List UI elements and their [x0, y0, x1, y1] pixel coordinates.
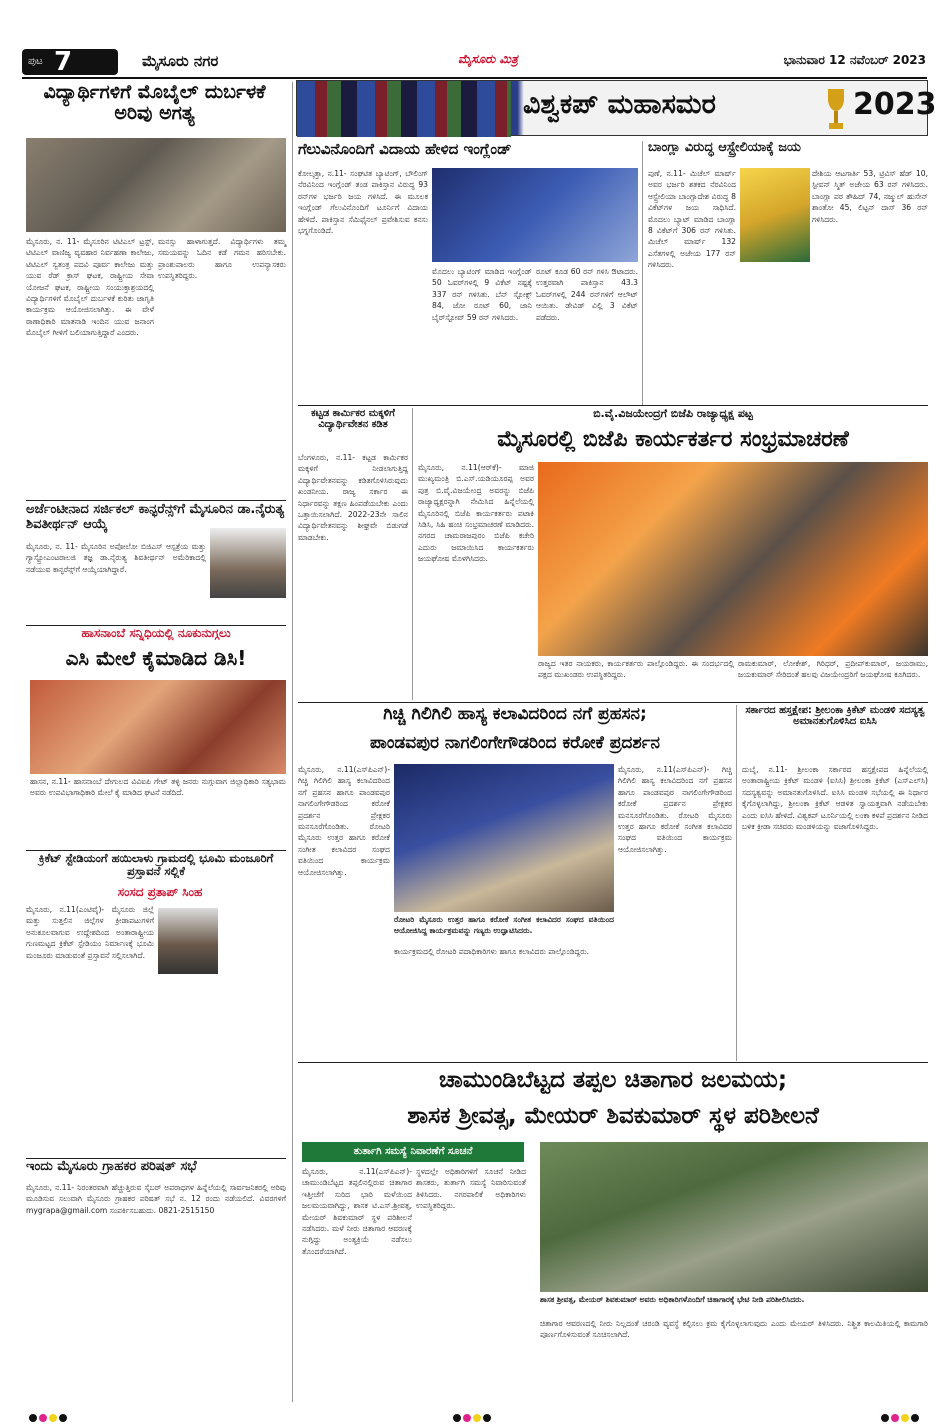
headline-labour: ಕಟ್ಟಡ ಕಾರ್ಮಿಕರ ಮಕ್ಕಳಿಗೆ ವಿದ್ಯಾರ್ಥಿವೇತನ ಕಡಿತ — [311, 408, 395, 431]
headline-mobile: ವಿದ್ಯಾರ್ಥಿಗಳಿಗೆ ಮೊಬೈಲ್ ದುರ್ಬಳಕೆ ಅರಿವು ಅಗತ್ಯ — [43, 81, 266, 125]
headline-bjp: ಮೈಸೂರಲ್ಲಿ ಬಿಜೆಪಿ ಕಾರ್ಯಕರ್ತರ ಸಂಭ್ರಮಾಚರಣೆ — [497, 427, 849, 452]
chamundi-subhead: ತುರ್ತಾಗಿ ಸಮಸ್ಯೆ ನಿವಾರಣೆಗೆ ಸೂಚನೆ — [302, 1142, 524, 1162]
marsh-photo — [740, 168, 810, 262]
england-story-p3: ರೂಟ್ ಕೂಡ 60 ರನ್ ಗಳಿಸಿ ಔಟಾದರು. ಉತ್ತರವಾಗಿ ಪಾಕಿಸ್ತಾನ 43.3 ಓವರ್‌ಗಳಲ್ಲಿ 244 ರನ್‌ಗಳಿಗೆ ಆಲೌಟ್ ಆಯಿತು. ಡೇವಿಡ್ ವಿಲ್ಲಿ 3 ವಿಕೆಟ್ ಪಡೆದರು. — [536, 267, 638, 322]
college-event-photo — [26, 138, 286, 232]
page-date: ಭಾನುವಾರ 12 ನವೆಂಬರ್ 2023 — [783, 53, 926, 67]
worldcup-banner — [296, 80, 937, 136]
argentina-story: ಮೈಸೂರು, ನ. 11- ಮೈಸೂರಿನ ಅಪೋಲೋ ಬಿಜಿಎಸ್ ಆಸ್ಪತ್ರೆಯ ಮತ್ತು ಗ್ಯಾಸ್ಟ್ರೋಎಂಟರಾಲಜಿ ತಜ್ಞ ಡಾ.ನೈರುತ್ಯ ಶಿವತೀರ್ಥನ್ ಅಮೆರಿಕಾದಲ್ಲಿ ನಡೆಯುವ ಕಾನ್ಫರೆನ್ಸ್‌ಗೆ ಆಯ್ಕೆಯಾಗಿದ್ದಾರೆ. — [26, 542, 206, 574]
comedy-stage-photo — [394, 764, 614, 912]
england-story-p1: ಕೋಲ್ಕತ್ತಾ, ನ.11- ಸಂಘಟಿತ ಬ್ಯಾಟಿಂಗ್, ಬೌಲಿಂಗ್ ನೆರವಿನಿಂದ ಇಂಗ್ಲೆಂಡ್ ತಂಡ ಪಾಕಿಸ್ತಾನ ವಿರುದ್ಧ 93 ರನ್‌ಗಳ ಭರ್ಜರಿ ಜಯ ಗಳಿಸಿದೆ. ಈ ಮೂಲಕ ಇಂಗ್ಲೆಂಡ್ ಗೆಲುವಿನೊಂದಿಗೆ ಟೂರ್ನಿಗೆ ವಿದಾಯ ಹೇಳಿದೆ. ಪಾಕಿಸ್ತಾನ ಸೆಮಿಫೈನಲ್ ಪ್ರವೇಶಿಸುವ ಕನಸು ಭಗ್ನಗೊಂಡಿದೆ. — [298, 169, 428, 236]
headline-england: ಗೆಲುವಿನೊಂದಿಗೆ ವಿದಾಯ ಹೇಳಿದ ಇಂಗ್ಲೆಂಡ್ — [298, 140, 512, 158]
labour-story: ಬೆಂಗಳೂರು, ನ.11- ಕಟ್ಟಡ ಕಾರ್ಮಿಕರ ಮಕ್ಕಳಿಗೆ ನೀಡಲಾಗುತ್ತಿದ್ದ ವಿದ್ಯಾರ್ಥಿವೇತನವನ್ನು ಕಡಿತಗೊಳಿಸಿರುವುದು ಖಂಡನೀಯ. ರಾಜ್ಯ ಸರ್ಕಾರ ಈ ನಿರ್ಧಾರವನ್ನು ತಕ್ಷಣ ಹಿಂಪಡೆಯಬೇಕು ಎಂದು ಒತ್ತಾಯಿಸಲಾಗಿದೆ. 2022-23ನೇ ಸಾಲಿನ ವಿದ್ಯಾರ್ಥಿವೇತನವನ್ನು ಶೀಘ್ರವೇ ಬಿಡುಗಡೆ ಮಾಡಬೇಕು. — [298, 453, 408, 542]
page-label: ಪುಟ — [28, 56, 43, 67]
hasanamba-photo — [30, 680, 286, 774]
rule — [298, 405, 928, 406]
comedy-story-p1: ಮೈಸೂರು, ನ.11(ಎಸ್‌ಪಿಎನ್)- ಗಿಚ್ಚಿ ಗಿಲಿಗಿಲಿ ಹಾಸ್ಯ ಕಲಾವಿದರಿಂದ ನಗೆ ಪ್ರಹಸನ ಹಾಗೂ ಪಾಂಡವಪುರ ನಾಗಲಿಂಗೇಗೌಡರಿಂದ ಕರೋಕೆ ಪ್ರದರ್ಶನ ಪ್ರೇಕ್ಷಕರ ಮನಸೂರೆಗೊಂಡಿತು. ರೋಟರಿ ಮೈಸೂರು ಉತ್ತರ ಹಾಗೂ ಕರೋಕೆ ಸಂಗೀತ ಕಲಾವಿದರ ಸಂಘದ ವತಿಯಿಂದ ಕಾರ್ಯಕ್ರಮ ಆಯೋಜಿಸಲಾಗಿತ್ತು. — [298, 765, 390, 877]
column-divider — [292, 82, 293, 1402]
rule — [26, 500, 286, 501]
bjp-story-p2: ರಾಜ್ಯದ ಇತರ ನಾಯಕರು, ಕಾರ್ಯಕರ್ತರು ಪಾಲ್ಗೊಂಡಿದ್ದರು. ಈ ಸಂದರ್ಭದಲ್ಲಿ ಪಕ್ಷದ ಮುಖಂಡರು ಉಪಸ್ಥಿತರಿದ್ದರು. — [538, 659, 734, 680]
comedy-story-p3-text: ಮೈಸೂರು, ನ.11(ಎಸ್‌ಪಿಎನ್)- ಗಿಚ್ಚಿ ಗಿಲಿಗಿಲಿ ಹಾಸ್ಯ ಕಲಾವಿದರಿಂದ ನಗೆ ಪ್ರಹಸನ ಹಾಗೂ ಪಾಂಡವಪುರ ನಾಗಲಿಂಗೇಗೌಡರಿಂದ ಕರೋಕೆ ಪ್ರದರ್ಶನ ಪ್ರೇಕ್ಷಕರ ಮನಸೂರೆಗೊಂಡಿತು. ರೋಟರಿ ಮೈಸೂರು ಉತ್ತರ ಹಾಗೂ ಕರೋಕೆ ಸಂಗೀತ ಕಲಾವಿದರ ಸಂಘದ ವತಿಯಿಂದ ಕಾರ್ಯಕ್ರಮ ಆಯೋಜಿಸಲಾಗಿತ್ತು. — [618, 765, 732, 854]
england-story-p2: ಮೊದಲು ಬ್ಯಾಟಿಂಗ್ ಮಾಡಿದ ಇಂಗ್ಲೆಂಡ್ 50 ಓವರ್‌ಗಳಲ್ಲಿ 9 ವಿಕೆಟ್ ನಷ್ಟಕ್ಕೆ 337 ರನ್ ಗಳಿಸಿತು. ಬೆನ್ ಸ್ಟೋಕ್ಸ್ 84, ಜೋ ರೂಟ್ 60, ಜಾನಿ ಬೈರ್‌ಸ್ಟೋವ್ 59 ರನ್ ಗಳಿಸಿದರು. — [432, 267, 532, 322]
paper-logo: ಮೈಸೂರು ಮಿತ್ರ — [458, 52, 518, 66]
bjp-celebration-photo — [538, 462, 928, 656]
headline-hasanamba-kicker: ಹಾಸನಾಂಬೆ ಸನ್ನಿಧಿಯಲ್ಲಿ ನೂಕುನುಗ್ಗಲು — [81, 626, 231, 640]
headline-comedy-line1: ಗಿಚ್ಚಿ ಗಿಲಿಗಿಲಿ ಹಾಸ್ಯ ಕಲಾವಿದರಿಂದ ನಗೆ ಪ್ರಹಸನ; — [383, 704, 647, 724]
headline-bangladesh: ಬಾಂಗ್ಲಾ ವಿರುದ್ಧ ಆಸ್ಟ್ರೇಲಿಯಾಕ್ಕೆ ಜಯ — [648, 140, 801, 155]
srilanka-story: ದುಬೈ, ನ.11- ಶ್ರೀಲಂಕಾ ಸರ್ಕಾರದ ಹಸ್ತಕ್ಷೇಪದ ಹಿನ್ನೆಲೆಯಲ್ಲಿ ಅಂತಾರಾಷ್ಟ್ರೀಯ ಕ್ರಿಕೆಟ್ ಮಂಡಳಿ (ಐಸಿಸಿ) ಶ್ರೀಲಂಕಾ ಕ್ರಿಕೆಟ್ (ಎಸ್‌ಎಲ್‌ಸಿ) ಸದಸ್ಯತ್ವವನ್ನು ಅಮಾನತುಗೊಳಿಸಿದೆ. ಐಸಿಸಿ ಮಂಡಳಿ ಸಭೆಯಲ್ಲಿ ಈ ನಿರ್ಧಾರ ಕೈಗೊಳ್ಳಲಾಗಿದ್ದು, ಶ್ರೀಲಂಕಾ ಕ್ರಿಕೆಟ್ ಆಡಳಿತ ಸ್ವಾಯತ್ತವಾಗಿ ನಡೆಯಬೇಕು ಎಂದು ಐಸಿಸಿ ಹೇಳಿದೆ. ವಿಶ್ವಕಪ್ ಟೂರ್ನಿಯಲ್ಲಿ ಲಂಕಾ ಕಳಪೆ ಪ್ರದರ್ಶನ ನೀಡಿದ ಬಳಿಕ ಕ್ರೀಡಾ ಸಚಿವರು ಮಂಡಳಿಯನ್ನು ವಜಾಗೊಳಿಸಿದ್ದರು. — [742, 765, 928, 832]
column-divider — [736, 705, 737, 1061]
comedy-caption: ರೋಟರಿ ಮೈಸೂರು ಉತ್ತರ ಹಾಗೂ ಕರೋಕೆ ಸಂಗೀತ ಕಲಾವಿದರ ಸಂಘದ ವತಿಯಿಂದ ಆಯೋಜಿಸಿದ್ದ ಕಾರ್ಯಕ್ರಮವನ್ನು ಗಣ್ಯರು ಉದ್ಘಾಟಿಸಿದರು. — [394, 915, 614, 936]
mobile-story-p1: ಮೈಸೂರು, ನ. 11- ಮೈಸೂರಿನ ಟಿಟಿಎಲ್ ಟ್ರಸ್ಟ್, ಟಿಟಿಎಲ್ ವಾಣಿಜ್ಯ ವ್ಯವಹಾರ ನಿರ್ವಹಣಾ ಕಾಲೇಜು, ಟಿಟಿಎಲ್ ಸ್ವತಂತ್ರ ಪದವಿ ಪೂರ್ವ ಕಾಲೇಜು ಮತ್ತು ಯುವ ರೆಡ್ ಕ್ರಾಸ್ ಘಟಕ, ರಾಷ್ಟ್ರೀಯ ಸೇವಾ ಯೋಜನೆ ಘಟಕ, ರಾಷ್ಟ್ರೀಯ ಸಂಯುಕ್ತಾಶ್ರಯದಲ್ಲಿ ವಿದ್ಯಾರ್ಥಿಗಳಿಗೆ ಮೊಬೈಲ್ ದುರ್ಬಳಕೆ ಕುರಿತು ಜಾಗೃತಿ ಕಾರ್ಯಕ್ರಮ ಆಯೋಜಿಸಲಾಗಿತ್ತು. ಈ ವೇಳೆ ಠಾಣಾಧಿಕಾರಿ ಮಾತನಾಡಿ ಇಂದಿನ ಯುವ ಜನಾಂಗ ಮೊಬೈಲ್ ಗೀಳಿಗೆ ಬಲಿಯಾಗುತ್ತಿದ್ದಾರೆ ಎಂದರು. — [26, 237, 154, 338]
page-number: 7 — [54, 47, 73, 77]
banner-year: 2023 — [853, 87, 937, 122]
crematorium-photo — [540, 1142, 928, 1292]
stadium-story: ಮೈಸೂರು, ನ.11(ಎಂಟಿವೈ)- ಮೈಸೂರು ಜಿಲ್ಲೆ ಮತ್ತು ಸುತ್ತಲಿನ ಜಿಲ್ಲೆಗಳ ಕ್ರೀಡಾಪಟುಗಳಿಗೆ ಅನುಕೂಲವಾಗುವ ಉದ್ದೇಶದಿಂದ ಅಂತಾರಾಷ್ಟ್ರೀಯ ಗುಣಮಟ್ಟದ ಕ್ರಿಕೆಟ್ ಸ್ಟೇಡಿಯಂ ನಿರ್ಮಾಣಕ್ಕೆ ಭೂಮಿ ಮಂಜೂರು ಮಾಡುವಂತೆ ಪ್ರಸ್ತಾವನೆ ಸಲ್ಲಿಸಲಾಗಿದೆ. — [26, 905, 154, 960]
bjp-story-p1: ಮೈಸೂರು, ನ.11(ಆರ್‌ಕೆ)- ಮಾಜಿ ಮುಖ್ಯಮಂತ್ರಿ ಬಿ.ಎಸ್.ಯಡಿಯೂರಪ್ಪ ಅವರ ಪುತ್ರ ಬಿ.ವೈ.ವಿಜಯೇಂದ್ರ ಅವರನ್ನು ಬಿಜೆಪಿ ರಾಜ್ಯಾಧ್ಯಕ್ಷರನ್ನಾಗಿ ನೇಮಿಸಿದ ಹಿನ್ನೆಲೆಯಲ್ಲಿ ಮೈಸೂರಿನಲ್ಲಿ ಬಿಜೆಪಿ ಕಾರ್ಯಕರ್ತರು ಪಟಾಕಿ ಸಿಡಿಸಿ, ಸಿಹಿ ಹಂಚಿ ಸಂಭ್ರಮಾಚರಣೆ ಮಾಡಿದರು. ನಗರದ ಚಾಮರಾಜಪುರಂ ಬಿಜೆಪಿ ಕಚೇರಿ ಎದುರು ಜಮಾಯಿಸಿದ ಕಾರ್ಯಕರ್ತರು ಜಯಘೋಷ ಮೊಳಗಿಸಿದರು. — [418, 463, 534, 564]
england-cricket-photo — [432, 168, 638, 262]
chamundi-story-p1: ಮೈಸೂರು, ನ.11(ಎಸ್‌ಪಿಎನ್)- ಚಾಮುಂಡಿಬೆಟ್ಟದ ತಪ್ಪಲಿನಲ್ಲಿರುವ ಚಿತಾಗಾರ ಇತ್ತೀಚೆಗೆ ಸುರಿದ ಭಾರಿ ಮಳೆಯಿಂದ ಜಲಮಯವಾಗಿದ್ದು, ಶಾಸಕ ಟಿ.ಎಸ್.ಶ್ರೀವತ್ಸ, ಮೇಯರ್ ಶಿವಕುಮಾರ್ ಸ್ಥಳ ಪರಿಶೀಲನೆ ನಡೆಸಿದರು. ಮಳೆ ನೀರು ಚಿತಾಗಾರ ಆವರಣಕ್ಕೆ ನುಗ್ಗಿದ್ದು ಅಂತ್ಯಕ್ರಿಯೆ ನಡೆಸಲು ತೊಂದರೆಯಾಗಿದೆ. — [302, 1167, 412, 1256]
mobile-story-p2: ಮನಸ್ಸು ಹಾಳಾಗುತ್ತದೆ. ವಿದ್ಯಾರ್ಥಿಗಳು ತಮ್ಮ ಸಮಯವನ್ನು ಓದಿನ ಕಡೆ ಗಮನ ಹರಿಸಬೇಕು. ಪ್ರಾಂಶುಪಾಲರು ಹಾಗೂ ಉಪನ್ಯಾಸಕರು ಉಪಸ್ಥಿತರಿದ್ದರು. — [158, 237, 286, 281]
bjp-kicker: ಬಿ.ವೈ.ವಿಜಯೇಂದ್ರಗೆ ಬಿಜೆಪಿ ರಾಜ್ಯಾಧ್ಯಕ್ಷ ಪಟ್ಟ — [593, 407, 753, 420]
headline-argentina: ಅರ್ಜೆಂಟೀನಾದ ಸರ್ಜಿಕಲ್ ಕಾನ್ಫರೆನ್ಸ್‌ಗೆ ಮೈಸೂರಿನ ಡಾ.ನೈರುತ್ಯ ಶಿವತೀರ್ಥನ್ ಆಯ್ಕೆ — [26, 502, 285, 532]
headline-srilanka: ಸರ್ಕಾರದ ಹಸ್ತಕ್ಷೇಪ: ಶ್ರೀಲಂಕಾ ಕ್ರಿಕೆಟ್ ಮಂಡಳಿ ಸದಸ್ಯತ್ವ ಅಮಾನತುಗೊಳಿಸಿದ ಐಸಿಸಿ — [745, 705, 925, 728]
bangladesh-story-p1: ಪುಣೆ, ನ.11- ಮಿಚೆಲ್ ಮಾರ್ಷ್ ಅವರ ಭರ್ಜರಿ ಶತಕದ ನೆರವಿನಿಂದ ಆಸ್ಟ್ರೇಲಿಯಾ ಬಾಂಗ್ಲಾದೇಶ ವಿರುದ್ಧ 8 ವಿಕೆಟ್‌ಗಳ ಜಯ ಸಾಧಿಸಿದೆ. ಮೊದಲು ಬ್ಯಾಟ್ ಮಾಡಿದ ಬಾಂಗ್ಲಾ 8 ವಿಕೆಟ್‌ಗೆ 306 ರನ್ ಗಳಿಸಿತು. ಮಿಚೆಲ್ ಮಾರ್ಷ್ 132 ಎಸೆತಗಳಲ್ಲಿ ಅಜೇಯ 177 ರನ್ ಗಳಿಸಿದರು. — [648, 169, 736, 270]
bangladesh-story-p2: ದೇಶಿಯ ಆಟಗಾರ್ತಿ 53, ಟ್ರಿವಿಸ್ ಹೆಡ್ 10, ಸ್ಟೀವನ್ ಸ್ಮಿತ್ ಅಜೇಯ 63 ರನ್ ಗಳಿಸಿದರು. ಬಾಂಗ್ಲಾ ಪರ ತೌಹಿದ್ 74, ನಜ್ಮುಲ್ ಹುಸೇನ್ ಶಾಂತೋ 45, ಲಿಟ್ಟನ್ ದಾಸ್ 36 ರನ್ ಗಳಿಸಿದರು. — [812, 169, 928, 224]
headline-consumer: ಇಂದು ಮೈಸೂರು ಗ್ರಾಹಕರ ಪರಿಷತ್ ಸಭೆ — [26, 1159, 197, 1174]
rule — [298, 1062, 928, 1063]
registration-marks-left — [28, 1408, 68, 1418]
pratap-simha-photo — [158, 908, 218, 974]
page-number-badge — [22, 49, 118, 75]
header-rule — [22, 77, 927, 79]
section-title: ಮೈಸೂರು ನಗರ — [142, 52, 219, 70]
chamundi-story-p2: ಸ್ಥಳದಲ್ಲೇ ಅಧಿಕಾರಿಗಳಿಗೆ ಸೂಚನೆ ನೀಡಿದ ಶಾಸಕರು, ತುರ್ತಾಗಿ ಸಮಸ್ಯೆ ನಿವಾರಿಸುವಂತೆ ತಿಳಿಸಿದರು. ನಗರಪಾಲಿಕೆ ಅಧಿಕಾರಿಗಳು ಉಪಸ್ಥಿತರಿದ್ದರು. — [416, 1167, 526, 1211]
chamundi-story-p3: ಚಿತಾಗಾರ ಆವರಣದಲ್ಲಿ ನೀರು ನಿಲ್ಲದಂತೆ ಚರಂಡಿ ವ್ಯವಸ್ಥೆ ಕಲ್ಪಿಸಲು ಕ್ರಮ ಕೈಗೊಳ್ಳಲಾಗುವುದು ಎಂದು ಮೇಯರ್ ತಿಳಿಸಿದರು. ನಿಶ್ಚಿತ ಕಾಲಮಿತಿಯಲ್ಲಿ ಕಾಮಗಾರಿ ಪೂರ್ಣಗೊಳಿಸುವಂತೆ ಸೂಚಿಸಲಾಗಿದೆ. — [540, 1319, 928, 1340]
bjp-caption: ರಾಮಕುಮಾರ್, ಲೋಕೇಶ್, ಗಿರಿಧರ್, ಪ್ರದೀಪ್‌ಕುಮಾರ್, ಜಯರಾಮು, ಜಯಕುಮಾರ್ ಸೇರಿದಂತೆ ಹಲವು ವಿಜಯೇಂದ್ರರಿಗೆ ಜಯಘೋಷ ಕೂಗಿದರು. — [738, 659, 928, 680]
hasanamba-story: ಹಾಸನ, ನ.11- ಹಾಸನಾಂಬೆ ದೇಗುಲದ ವಿವಿಐಪಿ ಗೇಟ್ ತಳ್ಳಿ ಜನರು ನುಗ್ಗುವಾಗ ಜಿಲ್ಲಾಧಿಕಾರಿ ಸತ್ಯಭಾಮ ಅವರು ಉಪವಿಭಾಗಾಧಿಕಾರಿ ಮೇಲೆ ಕೈ ಮಾಡಿದ ಘಟನೆ ನಡೆದಿದೆ. — [30, 777, 286, 798]
chamundi-caption: ಶಾಸಕ ಶ್ರೀವತ್ಸ, ಮೇಯರ್ ಶಿವಕುಮಾರ್ ಅವರು ಅಧಿಕಾರಿಗಳೊಂದಿಗೆ ಚಿತಾಗಾರಕ್ಕೆ ಭೇಟಿ ನೀಡಿ ಪರಿಶೀಲಿಸಿದರು. — [540, 1295, 805, 1304]
players-photo — [297, 81, 511, 137]
column-divider — [642, 141, 643, 405]
registration-marks-center — [452, 1408, 492, 1418]
doctor-photo — [210, 528, 286, 598]
column-divider — [412, 408, 413, 700]
headline-chamundi-line1: ಚಾಮುಂಡಿಬೆಟ್ಟದ ತಪ್ಪಲ ಚಿತಾಗಾರ ಜಲಮಯ; — [438, 1067, 788, 1093]
registration-marks-right — [880, 1408, 920, 1418]
rule — [298, 702, 928, 703]
headline-stadium: ಕ್ರಿಕೆಟ್ ಸ್ಟೇಡಿಯಂಗೆ ಹಯಿಲಾಳು ಗ್ರಾಮದಲ್ಲಿ ಭೂಮಿ ಮಂಜೂರಿಗೆ ಪ್ರಸ್ತಾವನೆ ಸಲ್ಲಿಕೆ — [38, 851, 274, 878]
headline-hasanamba: ಎಸಿ ಮೇಲೆ ಕೈಮಾಡಿದ ಡಿಸಿ! — [65, 646, 247, 670]
banner-title: ವಿಶ್ವಕಪ್ ಮಹಾಸಮರ — [523, 89, 716, 120]
consumer-story: ಮೈಸೂರು, ನ.11- ನಿರಂತರವಾಗಿ ಹೆಚ್ಚುತ್ತಿರುವ ಸೈಬರ್ ಅಪರಾಧಗಳ ಹಿನ್ನೆಲೆಯಲ್ಲಿ ಸಾರ್ವಜನಿಕರಲ್ಲಿ ಅರಿವು ಮೂಡಿಸುವ ಸಲುವಾಗಿ ಮೈಸೂರು ಗ್ರಾಹಕರ ಪರಿಷತ್ ಸಭೆ ನ. 12 ರಂದು ನಡೆಯಲಿದೆ. ವಿವರಗಳಿಗೆ mygrapa@gmail.com ಸಂಪರ್ಕಿಸಬಹುದು. 0821-2515150 — [26, 1183, 286, 1215]
headline-chamundi-line2: ಶಾಸಕ ಶ್ರೀವತ್ಸ, ಮೇಯರ್ ಶಿವಕುಮಾರ್ ಸ್ಥಳ ಪರಿಶೀಲನೆ — [407, 1103, 819, 1129]
comedy-story-p2: ಕಾರ್ಯಕ್ರಮದಲ್ಲಿ ರೋಟರಿ ಪದಾಧಿಕಾರಿಗಳು ಹಾಗೂ ಕಲಾವಿದರು ಪಾಲ್ಗೊಂಡಿದ್ದರು. — [394, 947, 590, 956]
trophy-icon — [825, 85, 847, 133]
headline-comedy-line2: ಪಾಂಡವಪುರ ನಾಗಲಿಂಗೇಗೌಡರಿಂದ ಕರೋಕೆ ಪ್ರದರ್ಶನ — [370, 733, 660, 753]
byline-pratap: ಸಂಸದ ಪ್ರತಾಪ್ ಸಿಂಹ — [117, 885, 203, 899]
comedy-story-p3 — [618, 764, 732, 1060]
